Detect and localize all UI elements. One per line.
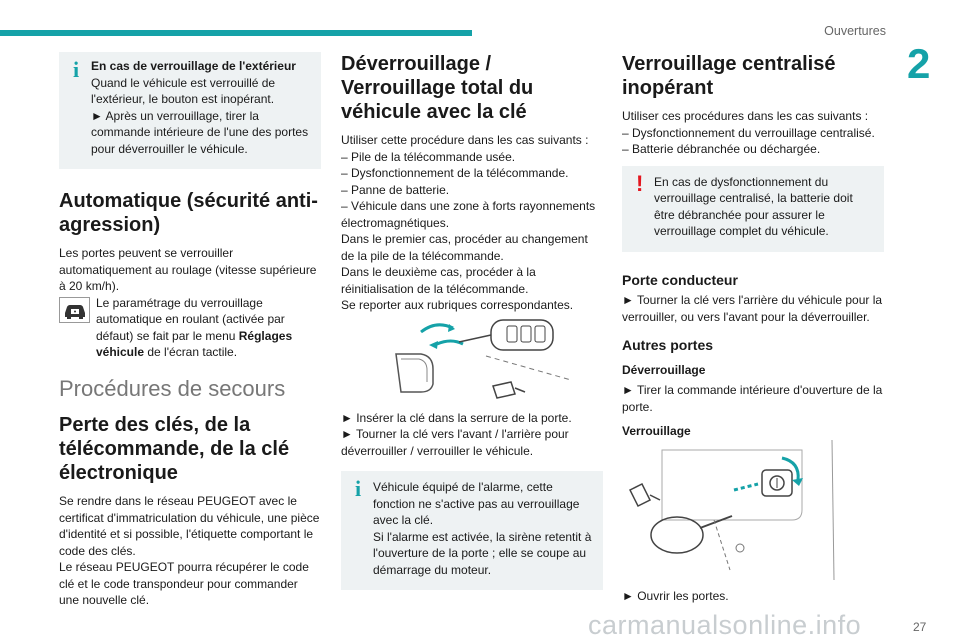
lost-keys-text-1: Se rendre dans le réseau PEUGEOT avec le certificat d'immatriculation du véhicule, une pièce d'identité et si possible, l'étiquette comportant le code des clés. [59,494,320,558]
info-icon: i [73,57,80,82]
warning-icon: ! [636,170,644,196]
heading-locking: Verrouillage [622,424,691,438]
warning-box-battery [622,166,884,252]
auto-lock-text: Les portes peuvent se verrouiller automatiquement au roulage (vitesse supérieure à 20 km/h). [59,246,317,293]
chapter-number: 2 [907,40,931,87]
step-turn-key: ► Tourner la clé vers l'avant / l'arrière pour déverrouiller / verrouiller le véhicule. [341,427,569,458]
info-box-exterior-lock [59,52,321,169]
case-item: – Batterie débranchée ou déchargée. [622,142,821,156]
auto-lock-setting-suffix: de l'écran tactile. [147,345,238,359]
heading-unlocking: Déverrouillage [622,362,706,377]
column-1 [59,52,321,609]
section-title: Ouvertures [824,24,886,38]
driver-door-text: ► Tourner la clé vers l'arrière du véhicule pour la verrouiller, ou vers l'avant pour la déverrouiller. [622,293,883,324]
lost-keys-text-2: Le réseau PEUGEOT pourra récupérer le code clé et le code transpondeur pour commander une nouvelle clé. [59,560,309,607]
refer-text: Se reporter aux rubriques correspondantes. [341,298,574,312]
heading-emergency-procedures: Procédures de secours [59,375,286,401]
first-case-text: Dans le premier cas, procéder au changement de la pile de la télécommande. [341,232,588,263]
warning-text: En cas de dysfonctionnement du verrouillage centralisé, la batterie doit être débranchée pour assurer le verrouillage complet du véhicule. [654,174,853,238]
central-locking-intro: Utiliser ces procédures dans les cas suivants : [622,109,869,123]
heading-driver-door: Porte conducteur [622,271,738,288]
case-item: – Dysfonctionnement de la télécommande. [341,166,569,180]
auto-lock-setting [59,295,321,361]
heading-central-locking: Verrouillage centralisé inopérant [622,53,836,99]
menu-name: Réglages véhicule [96,328,293,359]
door-lock-key-illustration [622,440,884,580]
case-item: – Pile de la télécommande usée. [341,149,516,164]
info-icon: i [355,476,362,501]
open-doors-text: ► Ouvrir les portes. [622,588,729,603]
page-number: 27 [913,620,927,634]
info-box-alarm [341,471,603,590]
column-2 [341,52,603,590]
alarm-info-2: Si l'alarme est activée, la sirène retentit à l'ouverture de la porte ; elle se coupe au démarrage du moteur. [373,529,592,577]
heading-auto-lock: Automatique (sécurité anti-agression) [59,190,318,236]
case-item: – Dysfonctionnement du verrouillage centralisé. [622,125,875,140]
alarm-info-1: Véhicule équipé de l'alarme, cette fonction ne s'active pas au verrouillage avec la clé. [373,480,580,527]
case-item: – Panne de batterie. [341,182,450,197]
second-case-text: Dans le deuxième cas, procéder à la réinitialisation de la télécommande. [341,265,536,296]
watermark: carmanualsonline.info [588,610,862,640]
step-insert-key: ► Insérer la clé dans la serrure de la porte. [341,410,572,425]
heading-lost-keys: Perte des clés, de la télécommande, de la clé électronique [59,414,290,484]
key-in-door-lock-illustration [341,314,603,406]
info-text-1: Quand le véhicule est verrouillé de l'extérieur, le bouton est inopérant. [91,75,276,106]
case-item: – Véhicule dans une zone à forts rayonnements électromagnétiques. [341,199,596,230]
key-lock-intro: Utiliser cette procédure dans les cas suivants : [341,133,589,147]
column-3 [622,52,884,604]
top-accent-bar [0,30,472,36]
heading-other-doors: Autres portes [622,337,714,353]
car-lock-icon [59,297,90,323]
unlocking-text: ► Tirer la commande intérieure d'ouverture de la porte. [622,383,883,414]
heading-key-lock: Déverrouillage / Verrouillage total du véhicule avec la clé [341,53,534,123]
info-text-2: ► Après un verrouillage, tirer la commande intérieure de l'une des portes pour déverrouiller le véhicule. [91,108,309,156]
info-title: En cas de verrouillage de l'extérieur [91,59,296,73]
auto-lock-setting-text: Le paramétrage du verrouillage automatique en roulant (activée par défaut) se fait par le menu [96,295,285,343]
